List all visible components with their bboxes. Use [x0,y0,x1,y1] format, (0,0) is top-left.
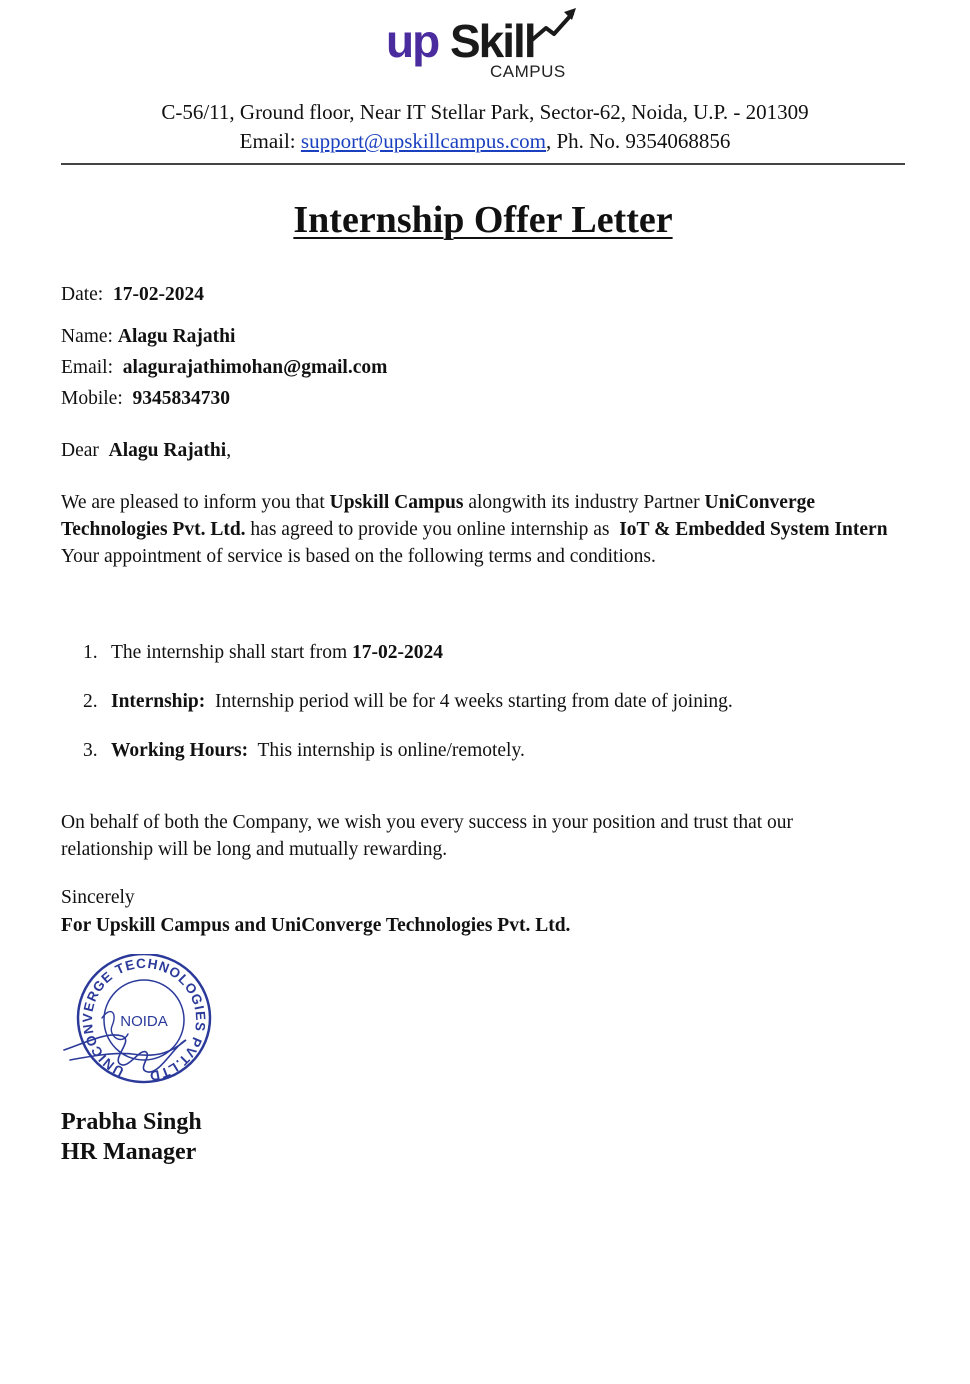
mobile-label: Mobile: [61,388,123,409]
greeting [61,440,231,462]
name-value: Alagu Rajathi [117,326,236,347]
signatory-block [61,1107,202,1167]
phone-text: , Ph. No. 9354068856 [545,129,731,153]
greeting-suffix: , [226,440,232,461]
mobile-value: 9345834730 [132,388,230,409]
email-prefix: Email: [239,129,301,153]
list-item: 2. Internship: Internship period will be for 4 weeks starting from date of joining. [83,691,733,712]
stamp-center-text: NOIDA [120,1013,168,1030]
closing-paragraph: On behalf of both the Company, we wish you every success in your position and trust that our relationship will be long and mutually rewarding. [61,812,794,860]
org-upskill: Upskill Campus [329,492,464,513]
date-line [61,284,204,306]
letter-title: Internship Offer Letter [293,199,673,241]
name-line [61,326,235,348]
contact-line [0,127,970,156]
support-email-link[interactable]: support@upskillcampus.com [300,129,546,153]
signatory-name: Prabha Singh [61,1109,202,1135]
signatory-title: HR Manager [61,1139,197,1165]
email-label: Email: [61,357,113,378]
company-address: C-56/11, Ground floor, Near IT Stellar Park, Sector-62, Noida, U.P. - 201309 [161,100,809,124]
name-label: Name: [61,326,113,347]
internship-role: IoT & Embedded System Intern [619,519,888,540]
logo-campus-text: CAMPUS [490,62,566,81]
company-address-block [0,98,970,156]
list-item: 3. Working Hours: This internship is online/remotely. [83,740,525,761]
mobile-line [61,388,230,410]
greeting-name: Alagu Rajathi [108,440,227,461]
stamp-ring-text: UNICONVERGE TECHNOLOGIES PVT.LTD [79,955,209,1084]
growth-arrow-icon [528,6,578,46]
greeting-prefix: Dear [61,440,99,461]
logo-up-text: up [386,15,439,67]
company-stamp [62,954,222,1088]
sincerely: Sincerely [61,887,135,908]
date-value: 17-02-2024 [112,284,204,305]
upskill-logo [386,6,586,82]
org-uniconverge: UniConverge Technologies Pvt. Ltd. [61,492,816,540]
email-line [61,357,387,379]
header-divider [61,163,905,165]
company-signoff: For Upskill Campus and UniConverge Technologies Pvt. Ltd. [61,915,571,936]
intro-paragraph: We are pleased to inform you that Upskill Campus alongwith its industry Partner UniConverge Technologies Pvt. Ltd. has agreed to provide you online internship as IoT & Embedded System Intern Your appointment of service is based on the following terms and conditions. [61,492,888,567]
logo-skill-text: Skill [450,15,535,67]
list-item: 1. The internship shall start from 17-02-2024 [83,642,443,663]
date-label: Date: [61,284,104,305]
terms-intro: Your appointment of service is based on the following terms and conditions. [61,546,656,567]
email-value: alagurajathimohan@gmail.com [122,357,388,378]
